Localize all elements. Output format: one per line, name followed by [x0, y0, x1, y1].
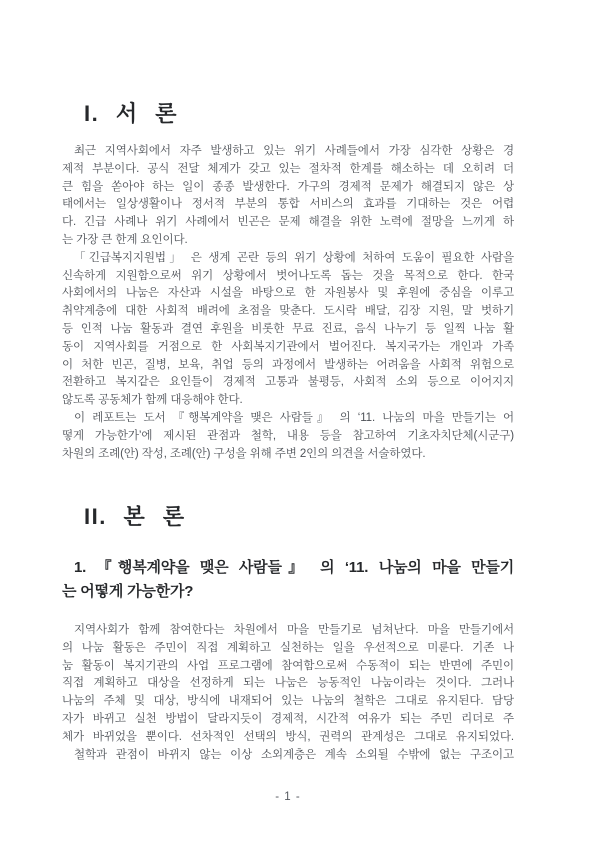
body-line: 의 나눔 활동은 주민이 직접 계획하고 실천하는 일을 우선적으로 미룬다. 기존 나	[62, 641, 514, 654]
subsection-heading-line: 는 어떻게 가능한가?	[62, 583, 194, 600]
section-2-heading: II. 본 론	[84, 504, 186, 529]
section-1-heading: I. 서 론	[84, 101, 178, 126]
body-line: 않도록 공동체가 함께 대응해야 한다.	[62, 394, 243, 407]
body-line: 다. 긴급 사례나 위기 사례에서 빈곤은 문제 해결을 위한 노력에 절망을 느끼게 하	[62, 216, 514, 229]
body-line: 철학과 관점이 바뀌지 않는 이상 소외계층은 계속 소외될 수밖에 없는 구조이고	[74, 748, 514, 761]
body-line: 지역사회가 함께 참여한다는 차원에서 마을 만들기로 넘쳐난다. 마을 만들기에서	[74, 624, 514, 636]
body-line: 태에서는 일상생활이나 정서적 부분의 통합 서비스의 효과를 기대하는 것은 어렵	[62, 198, 514, 211]
body-line: 이 레포트는 도서 『행복계약을 맺은 사람들』 의 ‘11. 나눔의 마을 만들기는 어	[74, 411, 514, 424]
page-number: - 1 -	[275, 791, 301, 803]
body-line: 직접 계획하고 대상을 선정하게 되는 나눔은 능동적인 나눔이라는 것이다. 그러나	[62, 677, 514, 690]
body-line: 제적 부분이다. 공식 전달 체계가 갖고 있는 절차적 한계를 해소하는 데 오히려 더	[62, 162, 514, 175]
body-line: 이 처한 빈곤, 질병, 보육, 취업 등의 과정에서 발생하는 어려움을 사회적 위험으로	[62, 358, 514, 371]
body-line: 「긴급복지지원법」 은 생계 곤란 등의 위기 상황에 처하여 도움이 필요한 사람을	[74, 251, 514, 264]
body-line: 최근 지역사회에서 자주 발생하고 있는 위기 사례들에서 가장 심각한 상황은 경	[74, 145, 514, 157]
body-line: 사회에서의 나눔은 자산과 시설을 바탕으로 한 자원봉사 및 후원에 중심을 이루고	[62, 287, 514, 300]
body-line: 취약계층에 대한 사회적 배려에 초점을 맞춘다. 도시락 배달, 김장 지원, 말 벗하기	[62, 305, 514, 318]
subsection-heading-line: 1. 『행복계약을 맺은 사람들』 의 ‘11. 나눔의 마을 만들기	[74, 559, 514, 576]
body-line: 체가 바뀌었을 뿐이다. 선차적인 선택의 방식, 권력의 관계성은 그대로 유지되었다.	[62, 730, 514, 743]
body-line: 등 인적 나눔 활동과 결연 후원을 비롯한 무료 진료, 음식 나누기 등 일찍 나눔 활	[62, 322, 514, 335]
body-line: 나눔의 주체 및 대상, 방식에 내재되어 있는 나눔의 철학은 그대로 유지된다. 담당	[62, 695, 514, 708]
body-line: 동이 지역사회를 거점으로 한 사회복지기관에서 벌어진다. 복지국가는 개인과 가족	[62, 340, 514, 353]
section-1-body	[62, 143, 514, 463]
body-line: 떻게 가능한가’에 제시된 관점과 철학, 내용 등을 참고하여 기초자치단체(시군구)	[62, 429, 514, 442]
body-line: 자가 바뀌고 실천 방법이 달라지듯이 경제적, 시간적 여유가 되는 주민 리더로 주	[62, 712, 514, 725]
body-line: 는 가장 큰 한계 요인이다.	[62, 233, 188, 246]
subsection-1-heading	[62, 556, 514, 604]
body-line: 전환하고 복지같은 요인들이 경제적 고통과 불평등, 사회적 소외 등으로 이어지지	[62, 376, 514, 389]
section-2-body	[62, 622, 514, 764]
body-line: 큰 힘을 쏟아야 하는 일이 종종 발생한다. 가구의 경제적 문제가 해결되지 않은 상	[62, 180, 514, 193]
body-line: 신속하게 지원함으로써 위기 상황에서 벗어나도록 돕는 것을 목적으로 한다. 한국	[62, 269, 514, 282]
body-line: 차원의 조례(안) 작성, 조례(안) 구성을 위해 주변 2인의 의견을 서술하였다.	[62, 447, 426, 460]
body-line: 눔 활동이 복지기관의 사업 프로그램에 참여함으로써 수동적이 되는 반면에 주민이	[62, 659, 514, 672]
